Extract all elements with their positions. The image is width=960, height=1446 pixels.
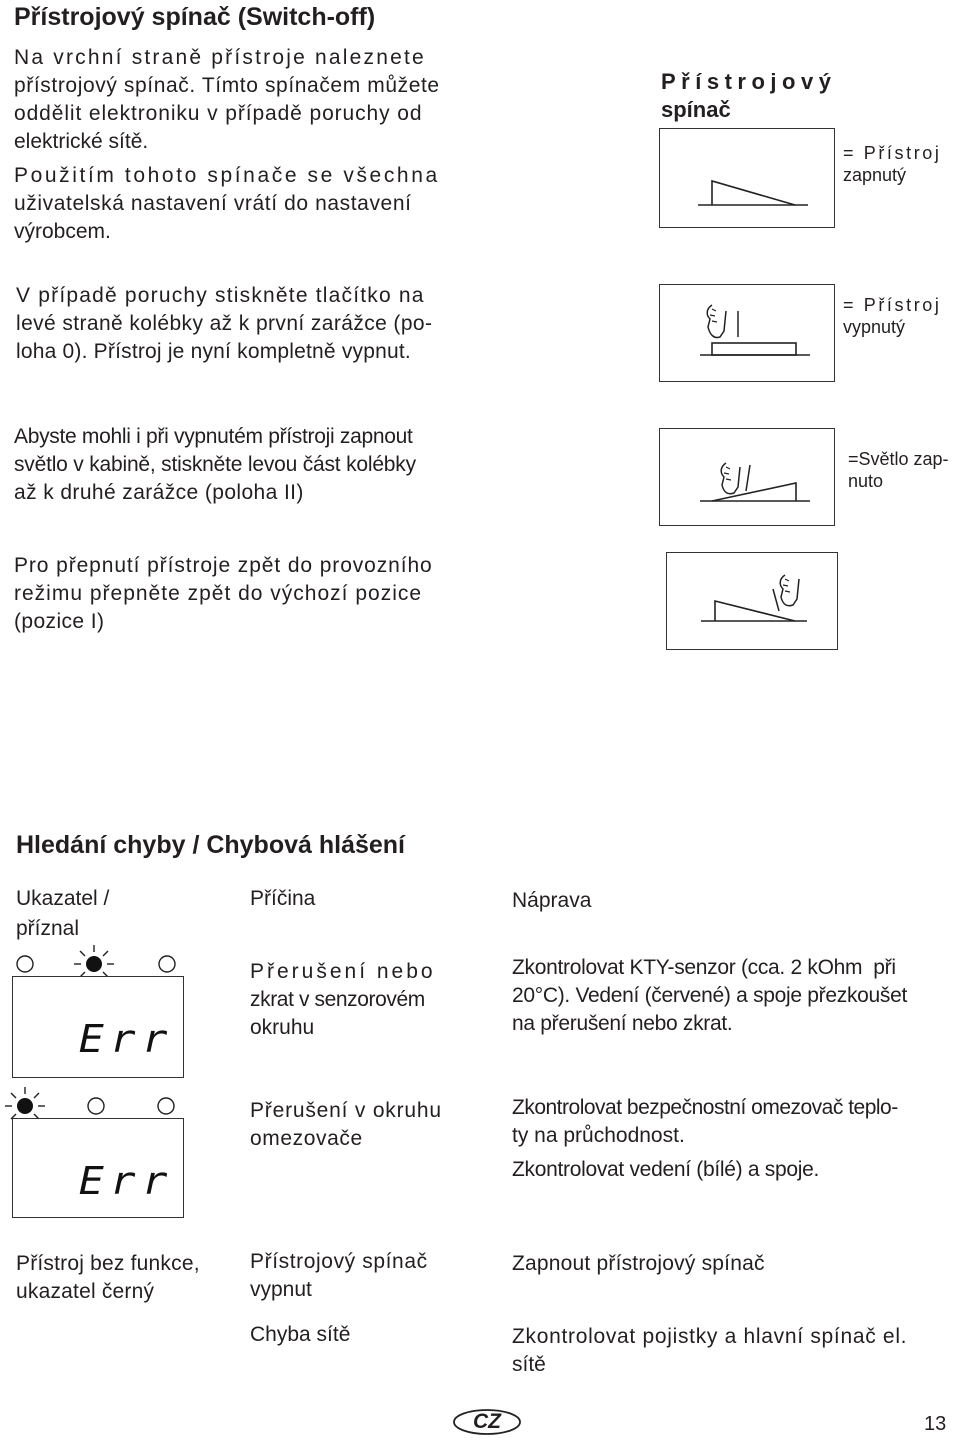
text-line: Přerušení v okruhu: [250, 1099, 442, 1122]
header-line: Ukazatel /: [16, 887, 110, 910]
text-line: oddělit elektroniku v případě poruchy od: [14, 102, 423, 125]
text-line: až k druhé zarážce (poloha II): [14, 481, 304, 504]
label-line: zapnutý: [843, 165, 907, 185]
indicator-row3: [16, 1250, 200, 1306]
country-code: CZ: [473, 1410, 501, 1433]
label-line: = Přístroj: [843, 295, 942, 315]
column-header-indicator: [16, 885, 109, 943]
text-line: levé straně kolébky až k první zarážce (po-: [16, 312, 433, 335]
display-panel-row2: [12, 1118, 184, 1218]
text-line: okruhu: [250, 1016, 315, 1039]
text-line: Zkontrolovat pojistky a hlavní spínač el.: [512, 1325, 908, 1348]
troubleshooting-title: Hledání chyby / Chybová hlášení: [16, 831, 406, 859]
light-on-figure: [659, 428, 835, 526]
column-header-cause: Příčina: [250, 887, 316, 910]
back-paragraph: [14, 552, 433, 636]
led-off-icon: [88, 1098, 104, 1114]
label-line: nuto: [848, 471, 884, 491]
rocker-light-icon: [660, 429, 834, 525]
text-line: Přístrojový spínač: [250, 1250, 428, 1273]
intro-paragraph: [14, 44, 440, 246]
column-header-remedy: Náprava: [512, 889, 592, 912]
remedy2-row3: [512, 1323, 907, 1379]
text-line: sítě: [512, 1353, 546, 1376]
text-line: výrobcem.: [14, 220, 111, 243]
remedy-row3: Zapnout přístrojový spínač: [512, 1252, 765, 1275]
rocker-off-icon: [660, 285, 834, 381]
led-on-icon: [5, 1087, 45, 1119]
switch-on-figure: [659, 128, 835, 228]
text-line: ukazatel černý: [16, 1280, 155, 1303]
label-line: vypnutý: [843, 317, 906, 337]
text-line: loha 0). Přístroj je nyní kompletně vypnut.: [16, 340, 411, 363]
page-number: 13: [924, 1413, 947, 1435]
text-line: omezovače: [250, 1127, 363, 1150]
text-line: světlo v kabině, stiskněte levou část kolébky: [14, 453, 416, 476]
text-line: zkrat v senzorovém: [250, 988, 425, 1011]
cause-row2: [250, 1097, 442, 1153]
label-line: =Světlo zap-: [848, 449, 949, 469]
heading-line: spínač: [661, 97, 731, 122]
led-off-icon: [158, 1098, 174, 1114]
led-on-icon: [74, 945, 114, 977]
rocker-back-icon: [667, 553, 837, 649]
light-paragraph: [14, 423, 416, 507]
cause-row3: [250, 1248, 428, 1304]
text-line: Abyste mohli i při vypnutém přístroji zapnout: [14, 425, 413, 448]
led-off-icon: [159, 956, 175, 972]
switch-heading: [661, 68, 836, 124]
display-panel-row1: [12, 976, 184, 1078]
led-off-icon: [17, 956, 33, 972]
remedy-row1: [512, 954, 907, 1038]
switch-back-figure: [666, 552, 838, 650]
text-line: vypnut: [250, 1278, 312, 1301]
text-line: V případě poruchy stiskněte tlačítko na: [16, 284, 425, 307]
rocker-on-icon: [660, 129, 834, 227]
switch-off-label: [843, 294, 942, 338]
section-title: Přístrojový spínač (Switch-off): [14, 3, 376, 31]
text-line: Přerušení nebo: [250, 960, 436, 983]
text-line: přístrojový spínač. Tímto spínačem můžete: [14, 74, 440, 97]
text-line: Zkontrolovat bezpečnostní omezovač teplo-: [512, 1096, 898, 1119]
header-line: příznal: [16, 917, 80, 940]
display-text: Err: [78, 1159, 174, 1203]
text-line: uživatelská nastavení vrátí do nastavení: [14, 192, 412, 215]
text-line: Zkontrolovat vedení (bílé) a spoje.: [512, 1158, 820, 1181]
text-line: ty na průchodnost.: [512, 1124, 685, 1147]
country-badge: [452, 1410, 522, 1440]
label-line: = Přístroj: [843, 143, 942, 163]
remedy-row2: [512, 1094, 898, 1184]
cause2-row3: Chyba sítě: [250, 1323, 351, 1346]
switch-off-figure: [659, 284, 835, 382]
display-text: Err: [78, 1017, 174, 1061]
light-on-label: [848, 448, 949, 492]
cause-row1: [250, 958, 436, 1042]
text-line: Přístroj bez funkce,: [16, 1252, 200, 1275]
text-line: Pro přepnutí přístroje zpět do provozního: [14, 554, 433, 577]
text-line: režimu přepněte zpět do výchozí pozice: [14, 582, 423, 605]
text-line: Použitím tohoto spínače se všechna: [14, 164, 440, 187]
text-line: (pozice I): [14, 610, 105, 633]
text-line: Zkontrolovat KTY-senzor (cca. 2 kOhm při: [512, 956, 896, 979]
fault-paragraph: [16, 282, 432, 366]
heading-line: Přístrojový: [661, 69, 837, 94]
switch-on-label: [843, 142, 942, 186]
text-line: 20°C). Vedení (červené) a spoje přezkoušet: [512, 984, 908, 1007]
text-line: elektrické sítě.: [14, 130, 149, 153]
text-line: na přerušení nebo zkrat.: [512, 1012, 733, 1035]
text-line: Na vrchní straně přístroje naleznete: [14, 46, 426, 69]
